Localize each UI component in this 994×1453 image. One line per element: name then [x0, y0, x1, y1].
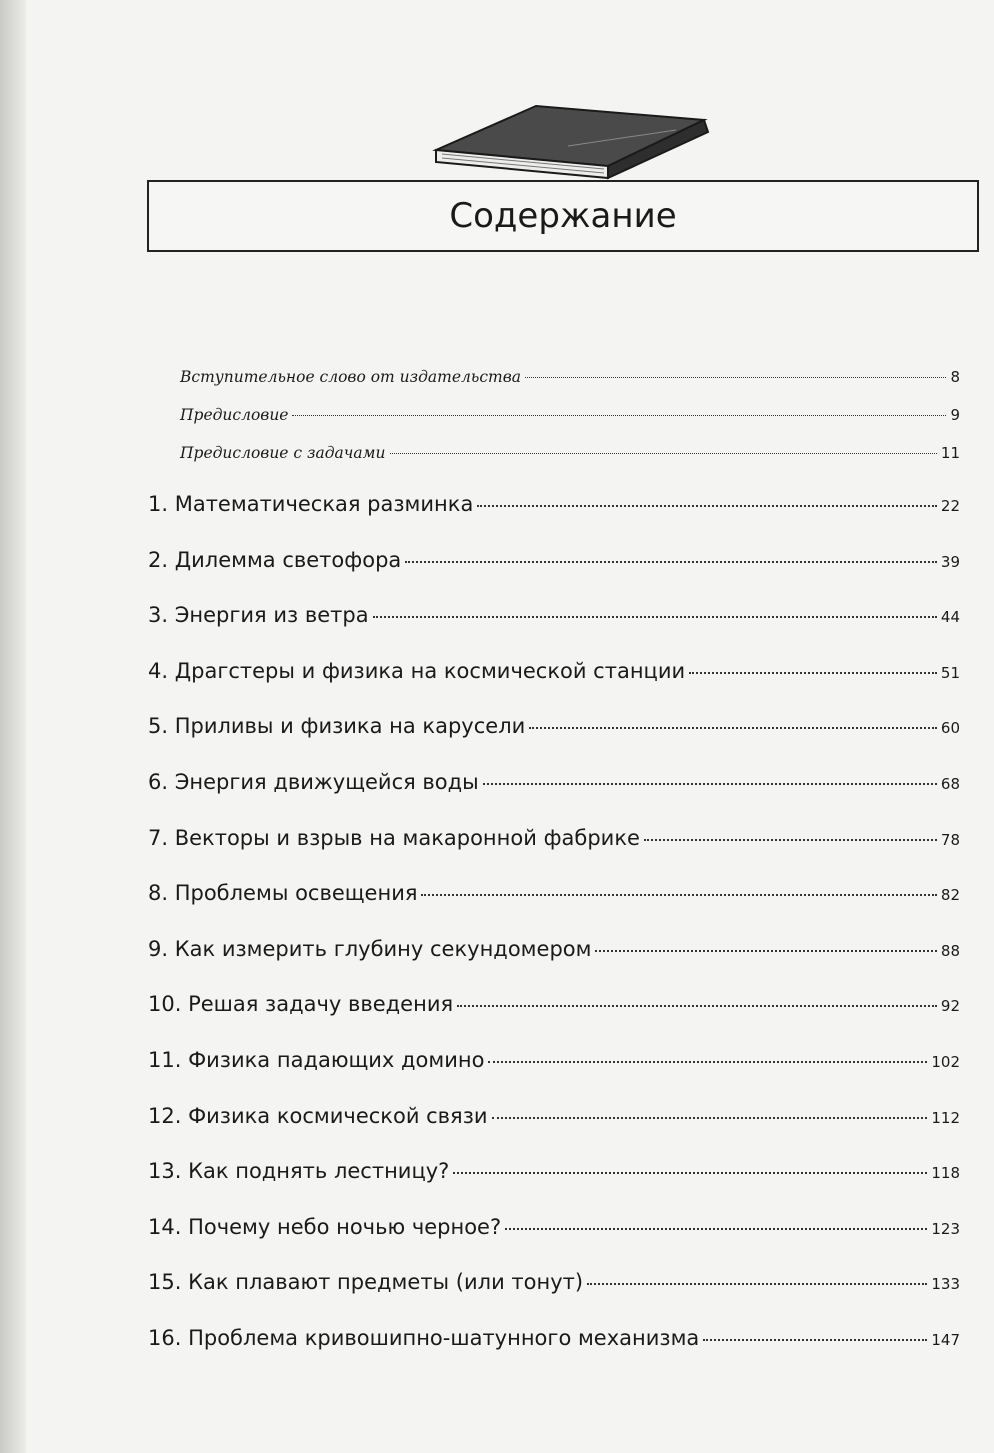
page-title: Содержание [449, 196, 677, 236]
toc-page-number: 112 [931, 1108, 960, 1127]
toc-chapter-entry[interactable] [148, 826, 960, 850]
toc-dot-leader [689, 672, 937, 674]
toc-page-number: 9 [950, 406, 960, 424]
toc-chapter-entry[interactable] [148, 603, 960, 627]
toc-chapter-entry[interactable] [148, 714, 960, 738]
toc-chapter-entry[interactable] [148, 1159, 960, 1183]
toc-page-number: 51 [940, 663, 960, 682]
toc-page-number: 118 [931, 1164, 960, 1183]
toc-dot-leader [644, 839, 937, 841]
toc-chapter-entry[interactable] [148, 1270, 960, 1294]
toc-dot-leader [373, 616, 937, 618]
toc-page-number: 133 [931, 1275, 960, 1294]
toc-dot-leader [703, 1339, 927, 1341]
toc-dot-leader [529, 727, 937, 729]
toc-dot-leader [525, 377, 946, 378]
toc-page-number: 88 [940, 941, 960, 960]
toc-page-number: 11 [940, 444, 960, 462]
toc-chapter-entry[interactable] [148, 1104, 960, 1128]
toc-dot-leader [595, 950, 936, 952]
toc-entry-label: 13. Как поднять лестницу? [148, 1159, 450, 1184]
toc-entry-label: 15. Как плавают предметы (или тонут) [148, 1270, 584, 1295]
toc-entry-label: 4. Драгстеры и физика на космической станции [148, 658, 686, 683]
toc-entry-label: Предисловие с задачами [180, 444, 386, 462]
toc-dot-leader [453, 1172, 927, 1174]
toc-page-number: 123 [931, 1219, 960, 1238]
toc-chapter-entry[interactable] [148, 937, 960, 961]
toc-dot-leader [505, 1228, 927, 1230]
toc-chapter-entry[interactable] [148, 1326, 960, 1350]
toc-page-number: 39 [940, 552, 960, 571]
toc-entry-label: 9. Как измерить глубину секундомером [148, 936, 592, 961]
toc-front-entry[interactable] [180, 406, 960, 424]
toc-chapter-entry[interactable] [148, 1048, 960, 1072]
toc-chapter-entry[interactable] [148, 1215, 960, 1239]
toc-chapter-entry[interactable] [148, 659, 960, 683]
toc-page-number: 68 [940, 775, 960, 793]
toc-entry-label: Вступительное слово от издательства [180, 368, 521, 386]
toc-entry-label: 14. Почему небо ночью черное? [148, 1214, 502, 1239]
toc-entry-label: 7. Векторы и взрыв на макаронной фабрике [148, 825, 640, 850]
toc-entry-label: 11. Физика падающих домино [148, 1048, 485, 1072]
toc-chapter-entry[interactable] [148, 992, 960, 1016]
toc-entry-label: 6. Энергия движущейся воды [148, 770, 479, 794]
toc-dot-leader [492, 1117, 928, 1119]
toc-dot-leader [405, 561, 937, 563]
toc-dot-leader [587, 1283, 927, 1285]
toc-chapter-entry[interactable] [148, 492, 960, 516]
toc-page-number: 147 [931, 1331, 960, 1349]
toc-dot-leader [483, 783, 937, 785]
toc-front-entry[interactable] [180, 444, 960, 462]
toc-page-number: 102 [931, 1053, 960, 1071]
toc-entry-label: 8. Проблемы освещения [148, 881, 418, 906]
toc-entry-label: 2. Дилемма светофора [148, 547, 402, 572]
toc-dot-leader [477, 505, 937, 507]
toc-page-number: 44 [940, 608, 960, 627]
toc-entry-label: 1. Математическая разминка [148, 492, 474, 516]
toc-entry-label: 3. Энергия из ветра [148, 603, 369, 628]
toc-entry-label: 12. Физика космической связи [148, 1103, 488, 1128]
toc-chapter-entry[interactable] [148, 881, 960, 905]
toc-dot-leader [292, 415, 946, 416]
toc-chapter-entry[interactable] [148, 548, 960, 572]
toc-dot-leader [390, 453, 937, 454]
toc-page-number: 8 [950, 368, 960, 386]
toc-dot-leader [457, 1005, 937, 1007]
toc-entry-label: 16. Проблема кривошипно-шатунного механизма [148, 1326, 700, 1350]
toc-page-number: 22 [940, 497, 960, 515]
toc-page-number: 92 [940, 997, 960, 1016]
toc-chapter-entry[interactable] [148, 770, 960, 794]
toc-entry-label: 5. Приливы и физика на карусели [148, 714, 526, 739]
toc-page-number: 78 [940, 830, 960, 849]
toc-dot-leader [421, 894, 936, 896]
toc-entry-label: 10. Решая задачу введения [148, 992, 454, 1017]
toc-page-number: 60 [940, 719, 960, 738]
toc-page-number: 82 [940, 886, 960, 905]
toc-entry-label: Предисловие [180, 406, 289, 424]
toc-dot-leader [488, 1061, 927, 1063]
toc-front-entry[interactable] [180, 368, 960, 386]
